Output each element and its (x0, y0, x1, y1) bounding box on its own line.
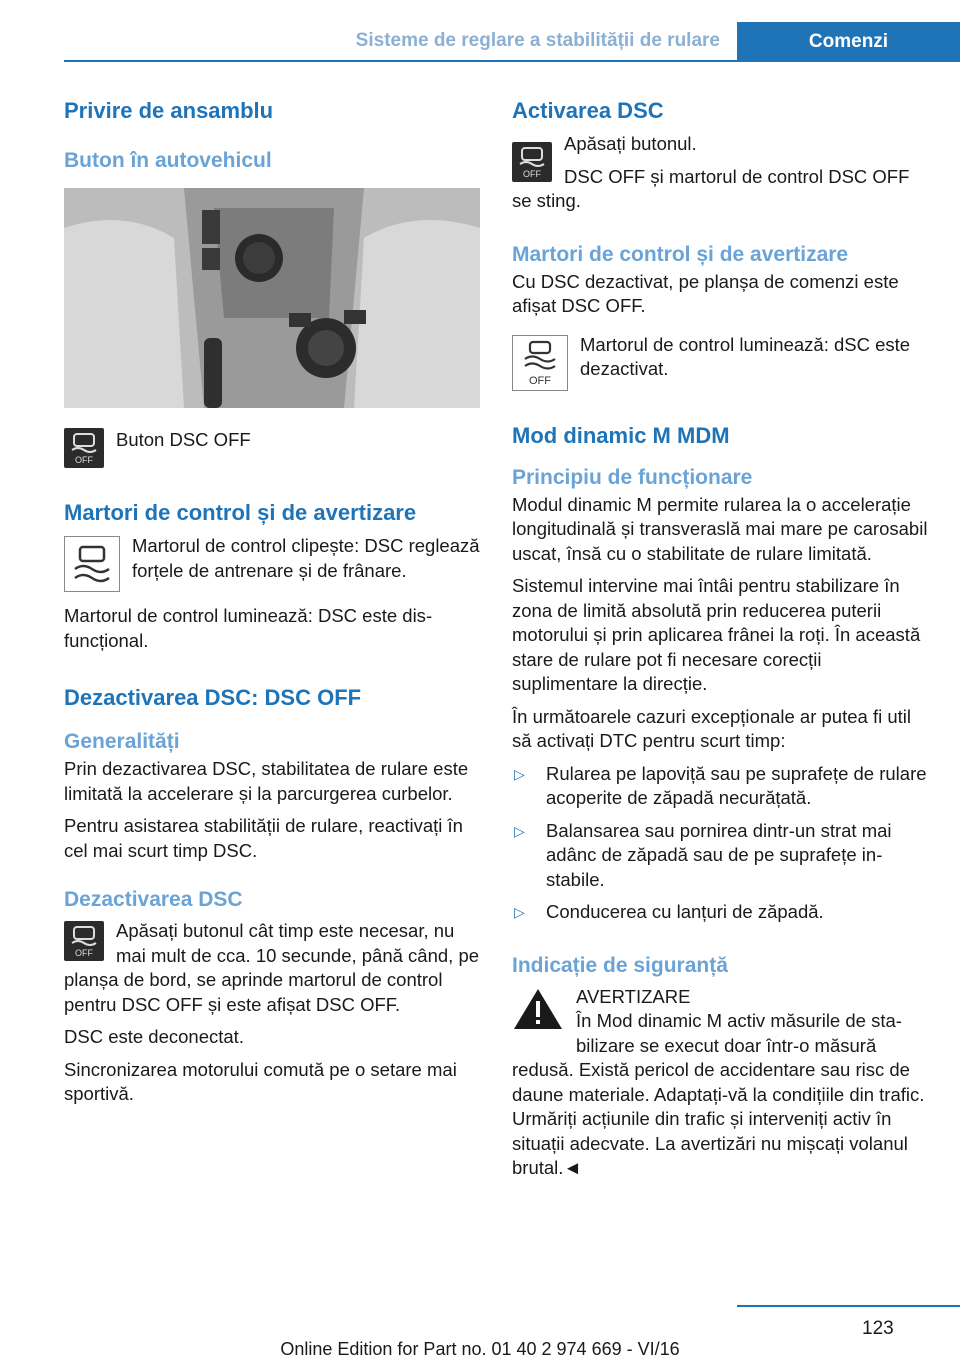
dsc-off-icon (64, 428, 104, 468)
dsc-indicator-icon (64, 536, 120, 592)
svg-text:OFF: OFF (523, 169, 541, 179)
bullet-triangle-icon: ▷ (514, 765, 525, 782)
general-paragraph-2: Pentru asistarea stabilității de rulare, reactivați în cel mai scurt timp DSC. (64, 815, 463, 861)
svg-text:OFF: OFF (75, 948, 93, 958)
heading-general: Generalități (64, 730, 180, 753)
indicators-paragraph-2: Martorul de control luminează: dSC este dezactivat. (580, 333, 911, 379)
activate-paragraph-1: Apăsați butonul. (564, 133, 697, 154)
header-section-title: Sisteme de reglare a stabilității de rulare (355, 30, 720, 51)
heading-activate: Activarea DSC (512, 98, 664, 123)
warning-text: În Mod dinamic M activ măsurile de stabilizare se execut doar într-o măsură redusă. Există pericol de accidentare sau risc de daune materiale. Adaptați-vă la condițiile din trafic. Urmăriți acțiunile din trafic și interveniți activ în situații adecvate. La avertizări nu mișcați volanul brutal.◄ (512, 1010, 925, 1178)
bullet-triangle-icon: ▷ (514, 904, 525, 920)
bullet-triangle-icon: ▷ (514, 822, 525, 839)
principle-paragraph-3: În următoarele cazuri excepționale ar putea fi util să activați DTC pentru scurt timp: (512, 705, 911, 751)
svg-text:OFF: OFF (529, 374, 551, 387)
activate-paragraph-2: DSC OFF și martorul de control DSC OFF se sting. (512, 165, 910, 211)
indicators-paragraph-1: Cu DSC dezactivat, pe planșa de comenzi este afișat DSC OFF. (512, 270, 899, 316)
dsc-off-indicator-icon (512, 335, 568, 391)
heading-deactivate-dsc: Dezactivarea DSC (64, 888, 243, 911)
svg-text:OFF: OFF (75, 455, 93, 465)
heading-deactivate: Dezactivarea DSC: DSC OFF (64, 685, 362, 710)
dsc-off-icon (64, 921, 104, 961)
dsc-off-icon (512, 142, 552, 182)
heading-overview: Privire de ansamblu (64, 98, 274, 123)
header-divider (64, 60, 737, 62)
warning-title: AVERTIZARE (576, 985, 691, 1007)
header-tab[interactable]: Comenzi (737, 22, 960, 62)
heading-indicators-left: Martori de control și de avertizare (64, 500, 417, 525)
list-item: ▷ Rularea pe lapoviță sau pe suprafețe de rulare acoperite de zăpadă necurățată. (514, 762, 927, 808)
page-header (0, 0, 960, 62)
list-item: ▷ Balansarea sau pornirea dintr-un strat mai adânc de zăpadă sau de pe suprafețe instabile. (514, 819, 892, 890)
right-column (512, 96, 932, 1181)
list-item: ▷ Conducerea cu lanțuri de zăpadă. (512, 900, 932, 925)
left-column (64, 96, 480, 1107)
footer-divider (737, 1305, 960, 1307)
heading-principle: Principiu de funcționare (512, 465, 753, 489)
indicator-flash-text: Martorul de control clipește: DSC reglează forțele de antrenare și de frânare. (132, 535, 480, 581)
principle-paragraph-2: Sistemul intervine mai întâi pentru stabilizare în zona de limită absolută prin reducerea puterii motorului și prin aplicarea frânei la roți. În această stare de rulare pot fi necesare corecții suplimentare la direcție. (512, 575, 921, 694)
general-paragraph-1: Prin dezactivarea DSC, stabilitatea de rulare este limitată la accelerare și la parcurgerea curbelor. (64, 758, 469, 804)
caption-dsc-off-button: Buton DSC OFF (116, 429, 251, 450)
deactivate-paragraph-1: Apăsați butonul cât timp este necesar, nu mai mult de cca. 10 secunde, până când, pe planșa de bord, se aprinde martorul de control pentru DSC OFF și este afișat DSC OFF. (64, 920, 480, 1015)
heading-safety: Indicație de siguranță (512, 953, 728, 977)
page-number: 123 (862, 1318, 894, 1339)
deactivate-paragraph-3: Sincronizarea motorului comută pe o setare mai sportivă. (64, 1058, 457, 1104)
exception-list (512, 762, 932, 925)
footer-edition: Online Edition for Part no. 01 40 2 974 669 - VI/16 (280, 1339, 680, 1359)
warning-triangle-icon (512, 987, 564, 1031)
heading-mdm: Mod dinamic M MDM (512, 422, 730, 448)
console-photo (64, 188, 480, 408)
principle-paragraph-1: Modul dinamic M permite rularea la o accelerație longitudinală și transveraslă mai mare pe carosabil uscat, însă cu o stabilitate de rulare limitată. (512, 493, 928, 564)
indicator-lit-text: Martorul de control luminează: DSC este disfuncțional. (64, 605, 433, 651)
heading-indicators-right: Martori de control și de avertizare (512, 242, 849, 266)
heading-button-vehicle: Buton în autovehicul (64, 149, 272, 172)
deactivate-paragraph-2: DSC este deconectat. (64, 1026, 244, 1047)
